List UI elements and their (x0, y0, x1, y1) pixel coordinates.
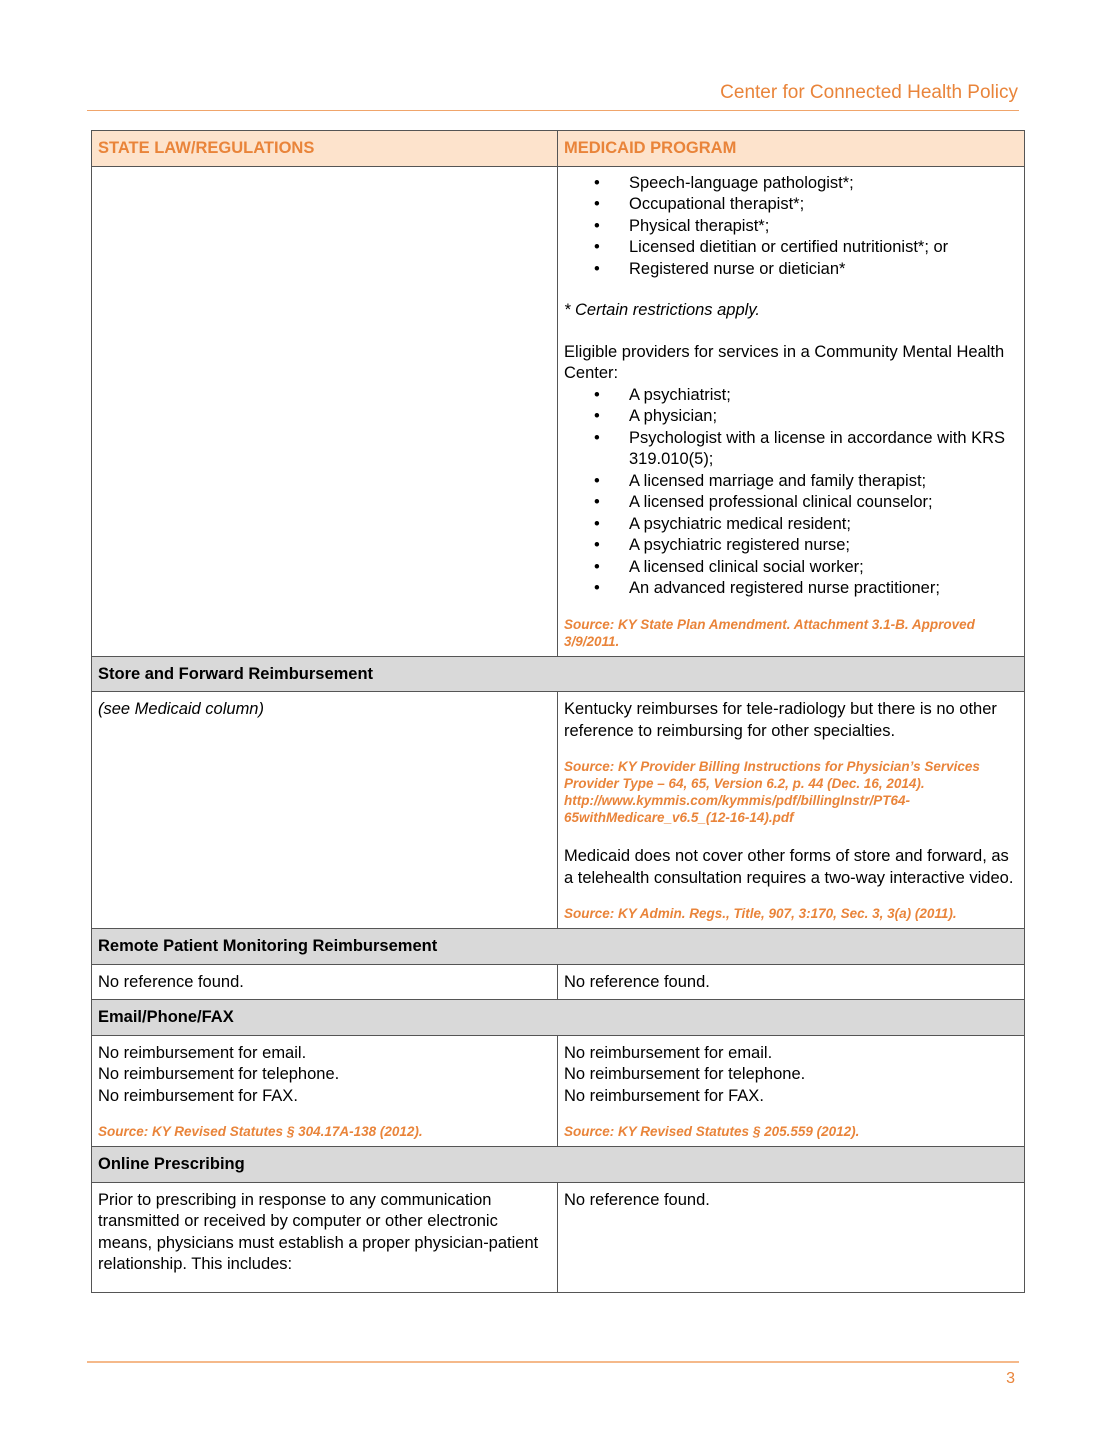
text-line: No reimbursement for telephone. (564, 1065, 806, 1083)
text-line: No reimbursement for FAX. (564, 1086, 764, 1105)
medicaid-cell-providers (558, 166, 1025, 656)
medicaid-cell: No reference found. (558, 964, 1025, 1000)
section-row (92, 929, 1025, 965)
table-row (92, 166, 1025, 656)
provider-list (564, 173, 1018, 281)
list-item: • Physical therapist*; (629, 216, 1018, 238)
section-heading-online-prescribing: Online Prescribing (92, 1147, 1025, 1183)
section-row (92, 1147, 1025, 1183)
policy-table (91, 130, 1025, 1293)
source-citation: Source: KY Revised Statutes § 205.559 (2012). (564, 1124, 860, 1139)
state-cell (92, 1182, 558, 1292)
footer-divider (87, 1361, 1019, 1363)
list-item: • Occupational therapist*; (629, 194, 1018, 216)
medicaid-cell: No reference found. (558, 1182, 1025, 1292)
list-item: • A psychiatric registered nurse; (629, 535, 1018, 557)
text-line: No reimbursement for email. (98, 1043, 307, 1062)
text-line: No reimbursement for telephone. (98, 1065, 340, 1083)
list-item: • A physician; (629, 406, 1018, 428)
table-row (92, 1182, 1025, 1292)
state-cell (92, 1035, 558, 1147)
cmhc-intro: Eligible providers for services in a Community Mental Health Center: (564, 342, 1005, 382)
list-item: • A licensed clinical social worker; (629, 557, 1018, 579)
state-cell: No reference found. (92, 964, 558, 1000)
list-item: • A psychiatrist; (629, 385, 1018, 407)
section-heading-email-phone-fax: Email/Phone/FAX (92, 1000, 1025, 1036)
state-cell (92, 692, 558, 929)
list-item: • A licensed professional clinical counselor; (629, 492, 1018, 514)
section-row (92, 1000, 1025, 1036)
column-header-medicaid: MEDICAID PROGRAM (558, 131, 1025, 167)
cmhc-provider-list (564, 385, 1018, 600)
header-title: Center for Connected Health Policy (720, 82, 1018, 103)
table-row (92, 692, 1025, 929)
source-citation: Source: KY Provider Billing Instructions for Physician’s Services Provider Type – 64, 65, Version 6.2, p. 44 (Dec. 16, 2014). http://www.kymmis.com/kymmis/pdf/billingInstr/PT64-65withMedicare_v6.5_(12-16-14).pdf (564, 759, 980, 825)
medicaid-cell (558, 1035, 1025, 1147)
see-medicaid-note: (see Medicaid column) (98, 700, 264, 718)
text-line: No reimbursement for FAX. (98, 1086, 298, 1105)
source-citation: Source: KY Revised Statutes § 304.17A-138 (2012). (98, 1124, 423, 1139)
text-line: No reimbursement for email. (564, 1043, 773, 1062)
header-divider (87, 110, 1019, 111)
page-number: 3 (1006, 1370, 1015, 1387)
section-row (92, 656, 1025, 692)
list-item: • A psychiatric medical resident; (629, 514, 1018, 536)
list-item: • A licensed marriage and family therapist; (629, 471, 1018, 493)
source-citation: Source: KY Admin. Regs., Title, 907, 3:170, Sec. 3, 3(a) (2011). (564, 906, 957, 921)
list-item: • Speech-language pathologist*; (629, 173, 1018, 195)
medicaid-cell (558, 692, 1025, 929)
medicaid-text: Kentucky reimburses for tele-radiology but there is no other reference to reimbursing for other specialties. (564, 700, 997, 740)
section-heading-remote-monitoring: Remote Patient Monitoring Reimbursement (92, 929, 1025, 965)
list-item: • Registered nurse or dietician* (629, 259, 1018, 281)
table-row (92, 1035, 1025, 1147)
medicaid-text: Medicaid does not cover other forms of store and forward, as a telehealth consultation requires a two-way interactive video. (564, 847, 1014, 887)
table-header-row (92, 131, 1025, 167)
list-item: • An advanced registered nurse practitioner; (629, 578, 1018, 600)
restrictions-note: * Certain restrictions apply. (564, 301, 760, 319)
table-row (92, 964, 1025, 1000)
column-header-state: STATE LAW/REGULATIONS (92, 131, 558, 167)
source-citation: Source: KY State Plan Amendment. Attachment 3.1-B. Approved 3/9/2011. (564, 616, 975, 649)
list-item: • Psychologist with a license in accordance with KRS 319.010(5); (629, 428, 1018, 471)
state-cell-empty (92, 166, 558, 656)
section-heading-store-forward: Store and Forward Reimbursement (92, 656, 1025, 692)
state-text: Prior to prescribing in response to any communication transmitted or received by computer or other electronic means, physicians must establish a proper physician-patient relationship. This includes: (98, 1190, 539, 1273)
list-item: • Licensed dietitian or certified nutritionist*; or (629, 237, 1018, 259)
